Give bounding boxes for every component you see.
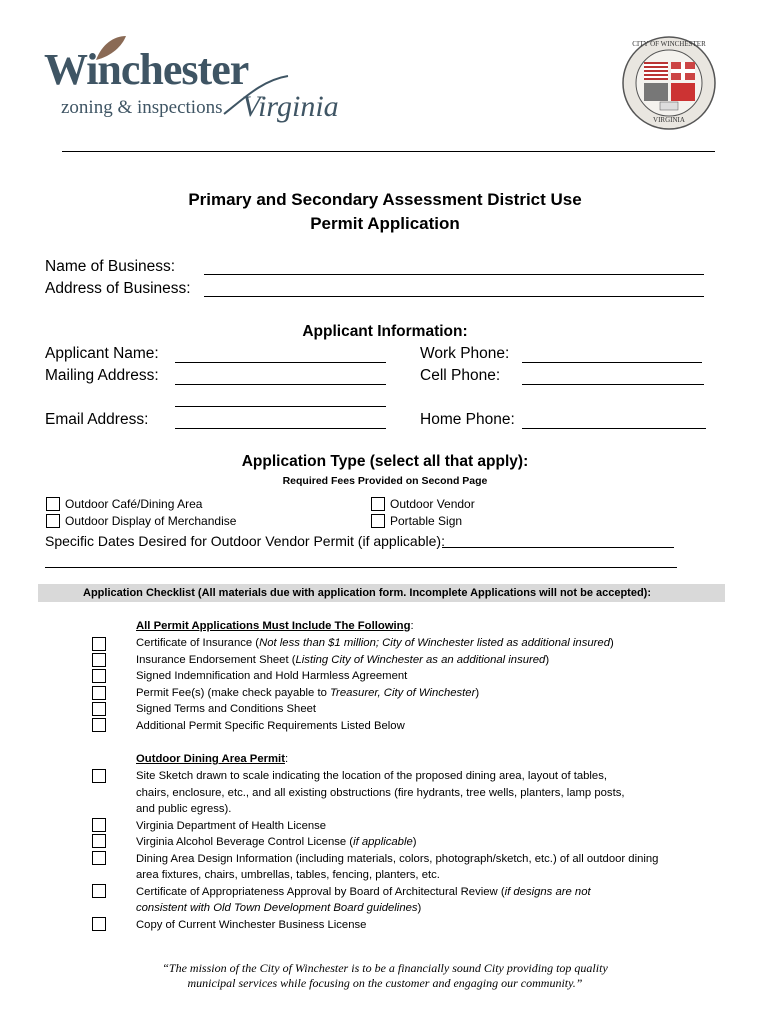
dining-checkbox-1[interactable] xyxy=(92,769,106,783)
checklist-item-3: Signed Indemnification and Hold Harmless Agreement xyxy=(136,670,408,682)
work-phone-field[interactable] xyxy=(522,362,702,363)
home-phone-label: Home Phone: xyxy=(420,411,515,428)
dining-item-3: Virginia Alcohol Beverage Control License (if applicable) xyxy=(136,836,417,848)
dining-item-2: Virginia Department of Health License xyxy=(136,820,327,832)
outdoor-vendor-checkbox[interactable] xyxy=(371,497,385,511)
business-address-label: Address of Business: xyxy=(45,280,191,297)
cell-phone-field[interactable] xyxy=(522,384,704,385)
dining-item-4b: area fixtures, chairs, umbrellas, tables, fencing, planters, etc. xyxy=(136,869,440,881)
checklist-checkbox-3[interactable] xyxy=(92,669,106,683)
business-name-field[interactable] xyxy=(204,274,704,275)
form-title-line1: Primary and Secondary Assessment District Use xyxy=(188,190,582,209)
mailing-address-label: Mailing Address: xyxy=(45,367,159,384)
city-seal xyxy=(622,36,716,130)
business-address-field[interactable] xyxy=(204,296,704,297)
home-phone-field[interactable] xyxy=(522,428,706,429)
dining-heading-text: Outdoor Dining Area Permit xyxy=(136,753,285,765)
dining-checkbox-2[interactable] xyxy=(92,818,106,832)
form-title-line2: Permit Application xyxy=(310,214,460,233)
cell-phone-label: Cell Phone: xyxy=(420,367,501,384)
applicant-heading: Applicant Information: xyxy=(302,323,468,340)
checklist-checkbox-6[interactable] xyxy=(92,718,106,732)
dining-item-5a: Certificate of Appropriateness Approval by Board of Architectural Review (if designs are not xyxy=(136,886,591,898)
dining-checkbox-4[interactable] xyxy=(92,851,106,865)
applicant-name-field[interactable] xyxy=(175,362,386,363)
mailing-address-field[interactable] xyxy=(175,384,386,385)
portable-sign-label: Portable Sign xyxy=(390,514,463,528)
checklist-checkbox-1[interactable] xyxy=(92,637,106,651)
checklist-checkbox-4[interactable] xyxy=(92,686,106,700)
outdoor-vendor-label: Outdoor Vendor xyxy=(390,497,475,511)
checklist-item-6: Additional Permit Specific Requirements Listed Below xyxy=(136,720,405,732)
outdoor-cafe-checkbox[interactable] xyxy=(46,497,60,511)
application-type-heading: Application Type (select all that apply): xyxy=(241,453,529,470)
applicant-name-label: Applicant Name: xyxy=(45,345,159,362)
all-permits-heading-colon: : xyxy=(410,620,414,632)
work-phone-label: Work Phone: xyxy=(420,345,510,362)
checklist-item-4: Permit Fee(s) (make check payable to Treasurer, City of Winchester) xyxy=(136,687,480,699)
seal-text-top: CITY OF WINCHESTER xyxy=(632,40,706,48)
header-divider xyxy=(62,151,715,152)
dining-item-1c: and public egress). xyxy=(136,803,232,815)
dining-item-6: Copy of Current Winchester Business License xyxy=(136,919,367,931)
dining-heading-colon: : xyxy=(284,753,289,765)
logo-subtitle: zoning & inspections xyxy=(61,97,223,118)
checklist-item-5: Signed Terms and Conditions Sheet xyxy=(136,703,317,715)
checklist-band-text: Application Checklist (All materials due with application form. Incomplete Applications will not be accepted): xyxy=(83,587,652,599)
checklist-checkbox-2[interactable] xyxy=(92,653,106,667)
dining-item-1b: chairs, enclosure, etc., and all existing obstructions (fire hydrants, tree wells, planters, lamp posts, xyxy=(136,787,625,799)
mailing-address-field-2[interactable] xyxy=(175,406,386,407)
outdoor-display-checkbox[interactable] xyxy=(46,514,60,528)
dining-item-5b: consistent with Old Town Development Board guidelines) xyxy=(136,902,422,914)
dining-item-1a: Site Sketch drawn to scale indicating the location of the proposed dining area, layout of tables, xyxy=(136,770,607,782)
checklist-item-1: Certificate of Insurance (Not less than $1 million; City of Winchester listed as additional insured) xyxy=(136,637,614,649)
dining-checkbox-3[interactable] xyxy=(92,834,106,848)
checklist-checkbox-5[interactable] xyxy=(92,702,106,716)
vendor-dates-field-2[interactable] xyxy=(45,567,677,568)
email-address-field[interactable] xyxy=(175,428,386,429)
dining-heading xyxy=(136,751,288,768)
outdoor-display-label: Outdoor Display of Merchandise xyxy=(65,514,237,528)
all-permits-heading xyxy=(136,618,414,635)
dining-item-4a: Dining Area Design Information (including materials, colors, photograph/sketch, etc.) of all outdoor dining xyxy=(136,853,659,865)
all-permits-heading-text: All Permit Applications Must Include The Following xyxy=(136,620,411,632)
portable-sign-checkbox[interactable] xyxy=(371,514,385,528)
vendor-dates-field[interactable] xyxy=(442,547,674,548)
mission-statement-line1: “The mission of the City of Winchester is to be a financially sound City providing top quality xyxy=(162,961,608,975)
vendor-dates-label: Specific Dates Desired for Outdoor Vendor Permit (if applicable): xyxy=(45,533,445,549)
seal-text-bottom: VIRGINIA xyxy=(653,116,685,124)
mission-statement-line2: municipal services while focusing on the customer and engaging our community.” xyxy=(187,976,583,990)
dining-checkbox-5[interactable] xyxy=(92,884,106,898)
fees-note: Required Fees Provided on Second Page xyxy=(282,475,488,487)
logo xyxy=(44,40,364,130)
outdoor-cafe-label: Outdoor Café/Dining Area xyxy=(65,497,203,511)
logo-state: Virginia xyxy=(242,90,339,123)
business-name-label: Name of Business: xyxy=(45,258,176,275)
checklist-item-2: Insurance Endorsement Sheet (Listing City of Winchester as an additional insured) xyxy=(136,654,550,666)
dining-checkbox-6[interactable] xyxy=(92,917,106,931)
email-address-label: Email Address: xyxy=(45,411,149,428)
logo-wordmark: Winchester xyxy=(44,45,249,94)
